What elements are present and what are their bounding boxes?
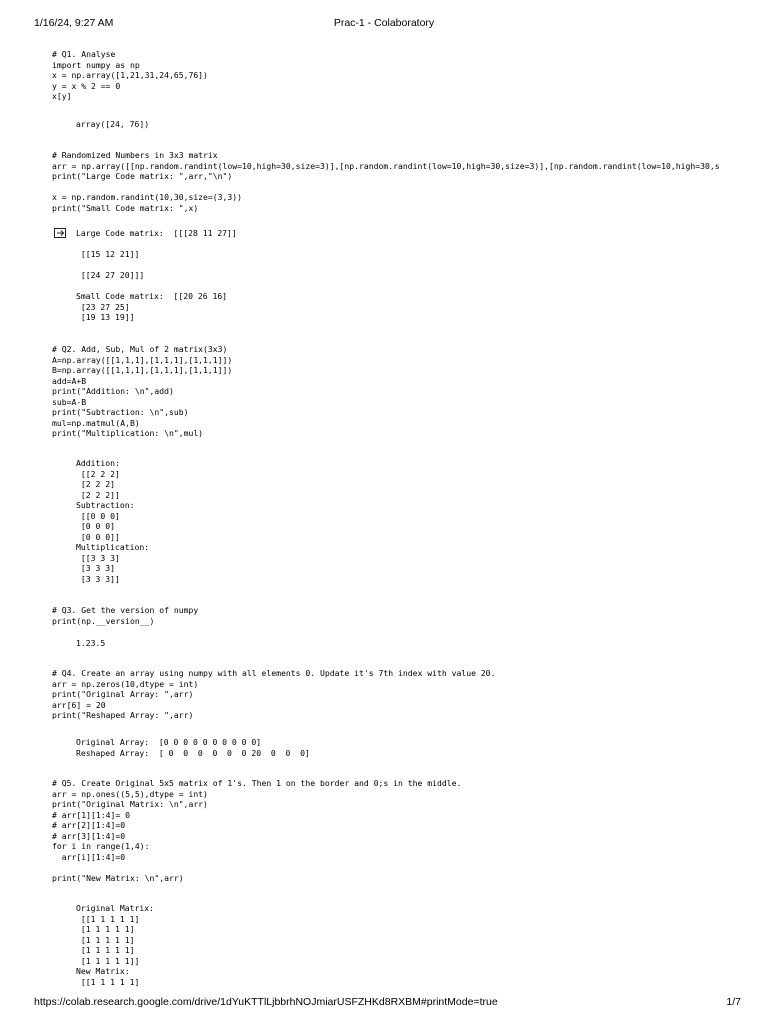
output-arrow-icon	[54, 228, 66, 238]
cell-output: 1.23.5	[76, 638, 106, 648]
code-cell: # Q4. Create an array using numpy with all elements 0. Update it's 7th index with value 20. arr = np.zeros(10,dtype = int) print("Original Array: ",arr) arr[6] = 20 print("Reshaped Array: ",arr)	[52, 668, 496, 720]
code-cell: # Q5. Create Original 5x5 matrix of 1's. Then 1 on the border and 0;s in the middle. arr = np.ones((5,5),dtype = int) print("Original Matrix: \n",arr) # arr[1][1:4]= 0 # arr[2][1:4]=0 # arr[3][1:4]=0 for i in range(1,4): arr[i][1:4]=0 print("New Matrix: \n",arr)	[52, 778, 462, 883]
cell-output: array([24, 76])	[76, 119, 150, 129]
code-cell: # Randomized Numbers in 3x3 matrix arr = np.array([[np.random.randint(low=10,high=30,size=3)],[np.random.randint(low=10,high=30,size=3)],[np.random.randint(low=10,high=30,s print("Large Code matrix: ",arr,"\n") x = np.random.randint(10,30,size=(3,3)) print("Small Code matrix: ",x)	[52, 150, 720, 213]
print-url: https://colab.research.google.com/drive/1dYuKTTlLjbbrhNOJmiarUSFZHKd8RXBM#printMode=true	[34, 996, 498, 1008]
code-cell: # Q3. Get the version of numpy print(np.__version__)	[52, 605, 199, 626]
print-datetime: 1/16/24, 9:27 AM	[34, 17, 114, 29]
cell-output: Addition: [[2 2 2] [2 2 2] [2 2 2]] Subtraction: [[0 0 0] [0 0 0] [0 0 0]] Multiplication: [[3 3 3] [3 3 3] [3 3 3]]	[76, 458, 150, 584]
code-cell: # Q1. Analyse import numpy as np x = np.array([1,21,31,24,65,76]) y = x % 2 == 0 x[y]	[52, 49, 208, 101]
code-cell: # Q2. Add, Sub, Mul of 2 matrix(3x3) A=np.array([[1,1,1],[1,1,1],[1,1,1]]) B=np.array([[1,1,1],[1,1,1],[1,1,1]]) add=A+B print("Addition: \n",add) sub=A-B print("Subtraction: \n",sub) mul=np.matmul(A,B) print("Multiplication: \n",mul)	[52, 344, 233, 438]
cell-output: Large Code matrix: [[[28 11 27]] [[15 12 21]] [[24 27 20]]] Small Code matrix: [[20 26 16] [23 27 25] [19 13 19]]	[76, 228, 237, 322]
page-number: 1/7	[726, 996, 741, 1008]
print-title: Prac-1 - Colaboratory	[333, 17, 435, 29]
cell-output: Original Matrix: [[1 1 1 1 1] [1 1 1 1 1] [1 1 1 1 1] [1 1 1 1 1] [1 1 1 1 1]] New Matrix: [[1 1 1 1 1]	[76, 903, 154, 987]
cell-output: Original Array: [0 0 0 0 0 0 0 0 0 0] Reshaped Array: [ 0 0 0 0 0 0 20 0 0 0]	[76, 737, 310, 758]
